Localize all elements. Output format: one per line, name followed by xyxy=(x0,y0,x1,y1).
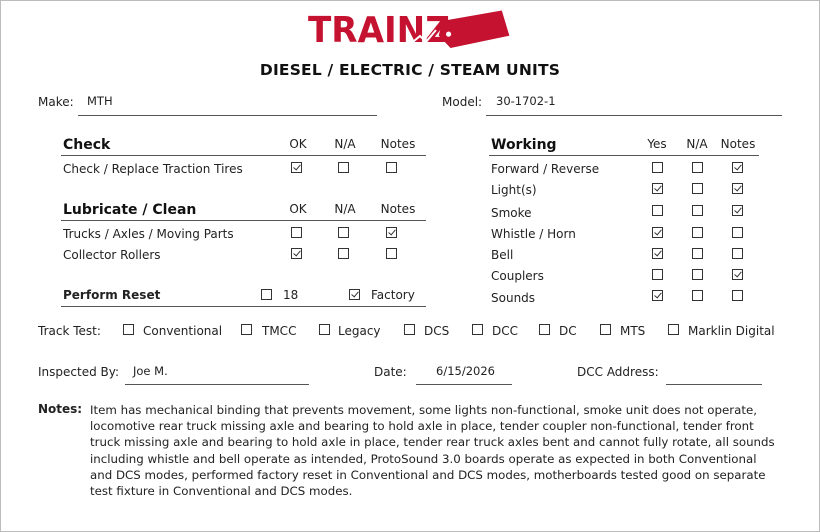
reset-factory-checkbox[interactable] xyxy=(349,289,360,300)
working-col-notes: Notes xyxy=(720,137,756,151)
reset-factory-label: Factory xyxy=(371,288,415,302)
check-traction-na-checkbox[interactable] xyxy=(338,162,349,173)
working-smoke-na-checkbox[interactable] xyxy=(692,205,703,216)
inspected-by-label: Inspected By: xyxy=(38,365,120,379)
model-field[interactable]: 30-1702-1 xyxy=(496,94,556,108)
lubricate-rollers-ok-checkbox[interactable] xyxy=(291,248,302,259)
lubricate-trucks-ok-checkbox[interactable] xyxy=(291,227,302,238)
working-sounds-na-checkbox[interactable] xyxy=(692,290,703,301)
working-whistle-na-checkbox[interactable] xyxy=(692,227,703,238)
working-col-na: N/A xyxy=(686,137,708,151)
working-smoke-yes-checkbox[interactable] xyxy=(652,205,663,216)
working-couplers-na-checkbox[interactable] xyxy=(692,269,703,280)
date-underline xyxy=(416,384,512,385)
working-bell-notes-checkbox[interactable] xyxy=(732,248,743,259)
make-field[interactable]: MTH xyxy=(87,94,113,108)
lubricate-col-ok: OK xyxy=(289,202,307,216)
check-traction-notes-checkbox[interactable] xyxy=(386,162,397,173)
trainz-logo xyxy=(308,8,514,50)
check-rule xyxy=(61,155,426,156)
track-marklin-checkbox[interactable] xyxy=(668,324,679,335)
track-option-label: Conventional xyxy=(143,324,223,338)
working-row-label: Whistle / Horn xyxy=(491,227,576,241)
logo-text: TRAINZ xyxy=(308,10,450,50)
working-bell-yes-checkbox[interactable] xyxy=(652,248,663,259)
working-row-label: Light(s) xyxy=(491,183,537,197)
lubricate-trucks-na-checkbox[interactable] xyxy=(338,227,349,238)
lubricate-rollers-notes-checkbox[interactable] xyxy=(386,248,397,259)
check-traction-ok-checkbox[interactable] xyxy=(291,162,302,173)
check-header: Check xyxy=(63,137,111,153)
track-option-label: DC xyxy=(559,324,577,338)
reset-rule xyxy=(61,306,426,307)
inspected-by-field[interactable]: Joe M. xyxy=(133,364,168,378)
reset-18-label: 18 xyxy=(283,288,299,302)
date-field[interactable]: 6/15/2026 xyxy=(436,364,495,378)
lubricate-rule xyxy=(61,220,426,221)
lubricate-col-notes: Notes xyxy=(380,202,416,216)
dcc-address-underline xyxy=(666,384,762,385)
track-option-label: DCC xyxy=(492,324,518,338)
lubricate-rollers-na-checkbox[interactable] xyxy=(338,248,349,259)
model-label: Model: xyxy=(442,95,483,109)
check-col-notes: Notes xyxy=(380,137,416,151)
check-col-ok: OK xyxy=(289,137,307,151)
working-forward-yes-checkbox[interactable] xyxy=(652,162,663,173)
form-title: DIESEL / ELECTRIC / STEAM UNITS xyxy=(259,61,561,79)
track-dcc-checkbox[interactable] xyxy=(472,324,483,335)
working-forward-notes-checkbox[interactable] xyxy=(732,162,743,173)
lubricate-header: Lubricate / Clean xyxy=(63,202,197,218)
working-row-label: Smoke xyxy=(491,206,532,220)
lubricate-trucks-notes-checkbox[interactable] xyxy=(386,227,397,238)
date-label: Date: xyxy=(374,365,407,379)
lubricate-col-na: N/A xyxy=(334,202,356,216)
perform-reset-label: Perform Reset xyxy=(63,288,161,302)
lubricate-row-label: Collector Rollers xyxy=(63,248,161,262)
check-col-na: N/A xyxy=(334,137,356,151)
model-underline xyxy=(486,115,782,116)
working-lights-yes-checkbox[interactable] xyxy=(652,183,663,194)
working-row-label: Couplers xyxy=(491,269,544,283)
working-sounds-yes-checkbox[interactable] xyxy=(652,290,663,301)
reset-18-checkbox[interactable] xyxy=(261,289,272,300)
working-lights-na-checkbox[interactable] xyxy=(692,183,703,194)
track-conventional-checkbox[interactable] xyxy=(123,324,134,335)
working-col-yes: Yes xyxy=(647,137,667,151)
track-dcs-checkbox[interactable] xyxy=(404,324,415,335)
working-bell-na-checkbox[interactable] xyxy=(692,248,703,259)
working-lights-notes-checkbox[interactable] xyxy=(732,183,743,194)
track-mts-checkbox[interactable] xyxy=(600,324,611,335)
notes-text: Item has mechanical binding that prevents movement, some lights non-functional, smoke unit does not operate, locomotive rear truck missing axle and bearing to hold axle in place, tender coupler non-functional, tender front truck missing axle and bearing to hold axle in place, tender rear truck axles bent and cannot fully rotate, all sounds including whistle and bell operate as intended, ProtoSound 3.0 boards operate as expected in both Conventional and DCS modes, performed factory reset in Conventional and DCS modes, motherboards tested good on separate test fixture in Conventional and DCS modes. xyxy=(90,403,775,499)
working-forward-na-checkbox[interactable] xyxy=(692,162,703,173)
working-row-label: Forward / Reverse xyxy=(491,162,600,176)
dcc-address-label: DCC Address: xyxy=(577,365,659,379)
track-option-label: MTS xyxy=(620,324,646,338)
track-option-label: Legacy xyxy=(338,324,381,338)
track-option-label: Marklin Digital xyxy=(688,324,775,338)
track-option-label: DCS xyxy=(424,324,450,338)
track-option-label: TMCC xyxy=(262,324,297,338)
track-dc-checkbox[interactable] xyxy=(539,324,550,335)
working-row-label: Bell xyxy=(491,248,514,262)
working-sounds-notes-checkbox[interactable] xyxy=(732,290,743,301)
working-header: Working xyxy=(491,137,557,153)
track-legacy-checkbox[interactable] xyxy=(319,324,330,335)
working-whistle-yes-checkbox[interactable] xyxy=(652,227,663,238)
track-tmcc-checkbox[interactable] xyxy=(241,324,252,335)
track-test-label: Track Test: xyxy=(38,324,101,338)
make-label: Make: xyxy=(38,95,74,109)
check-row-label: Check / Replace Traction Tires xyxy=(63,162,243,176)
working-couplers-yes-checkbox[interactable] xyxy=(652,269,663,280)
lubricate-row-label: Trucks / Axles / Moving Parts xyxy=(63,227,234,241)
working-couplers-notes-checkbox[interactable] xyxy=(732,269,743,280)
make-underline xyxy=(78,115,377,116)
inspected-by-underline xyxy=(125,384,309,385)
working-row-label: Sounds xyxy=(491,291,536,305)
working-whistle-notes-checkbox[interactable] xyxy=(732,227,743,238)
working-smoke-notes-checkbox[interactable] xyxy=(732,205,743,216)
working-rule xyxy=(489,155,759,156)
notes-label: Notes: xyxy=(38,402,83,416)
